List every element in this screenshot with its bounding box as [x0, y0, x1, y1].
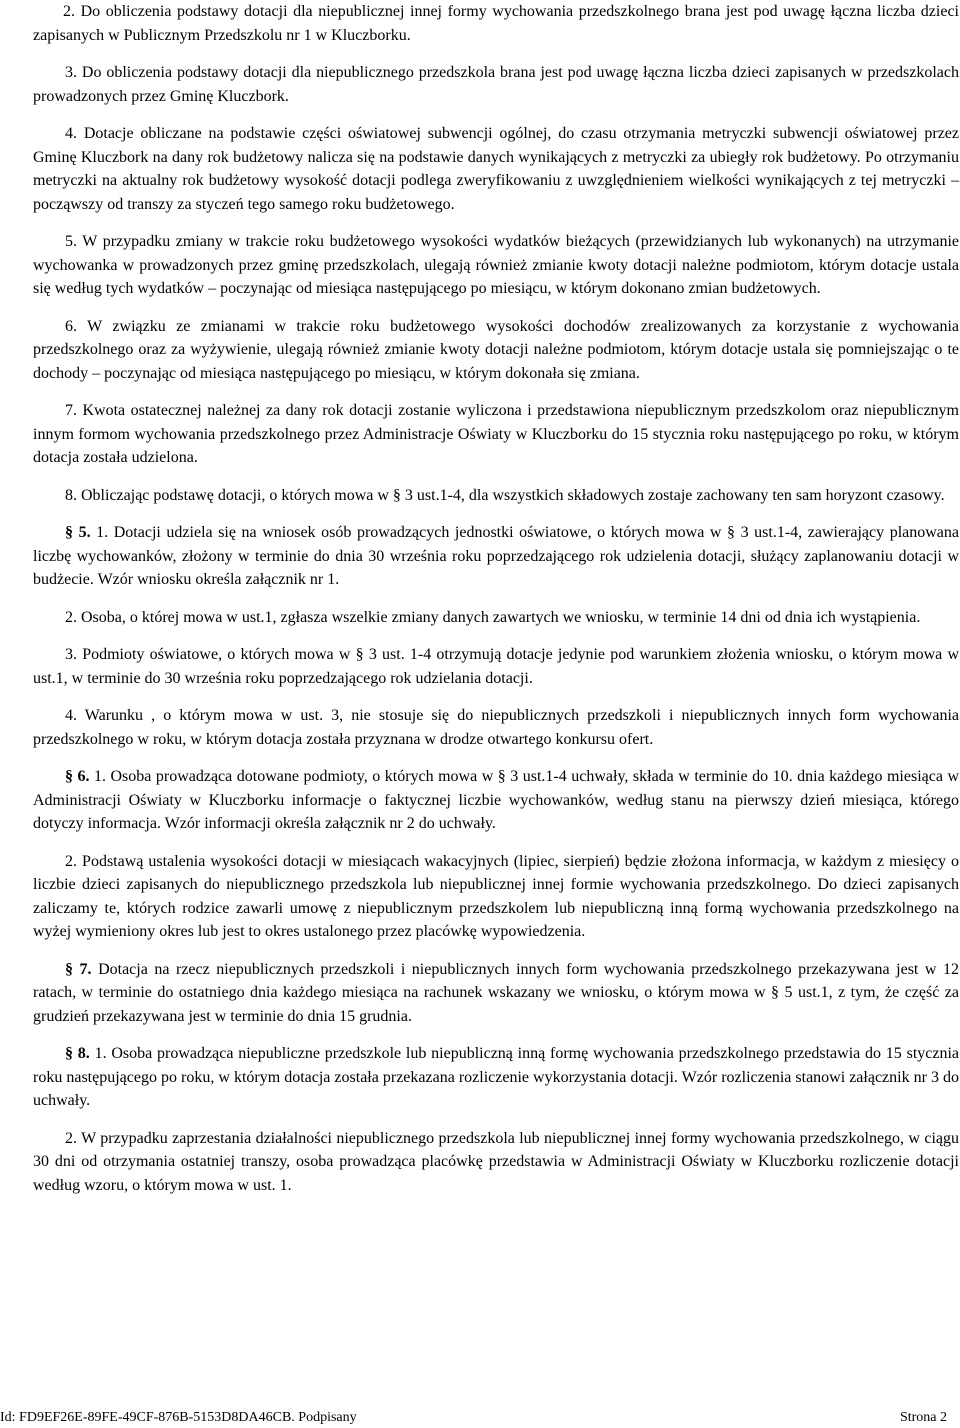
paragraph-3 — [33, 61, 959, 108]
section-5-paragraph-4 — [33, 704, 959, 751]
paragraph-8 — [33, 484, 959, 508]
section-8-paragraph-2 — [33, 1127, 959, 1198]
section-6-paragraph-1 — [33, 765, 959, 836]
paragraph-text: 2. Do obliczenia podstawy dotacji dla niepublicznej innej formy wychowania przedszkolnego brana jest pod uwagę łączna liczba dzieci zapisanych w Publicznym Przedszkolu nr 1 w Kluczborku. — [33, 3, 959, 44]
section-7-paragraph — [33, 958, 959, 1029]
page-number: Strona 2 — [899, 1410, 947, 1425]
section-heading: § 7. — [65, 960, 92, 978]
paragraph-text: 7. Kwota ostatecznej należnej za dany rok dotacji zostanie wyliczona i przedstawiona niepublicznym przedszkolom oraz niepublicznym innym formom wychowania przedszkolnego przez Administracje Oświaty w Kluczborku do 15 stycznia roku następującego po roku, w którym dotacja została udzielona. — [33, 402, 959, 466]
paragraph-text: 1. Osoba prowadząca dotowane podmioty, o których mowa w § 3 ust.1-4 uchwały, składa w terminie do 10. dnia każdego miesiąca w Administracji Oświaty w Kluczborku informacje o faktycznej liczbie wychowanków, według stanu na pierwszy dzień miesiąca, którego dotyczy informacja. Wzór informacji określa załącznik nr 2 do uchwały. — [33, 768, 959, 832]
paragraph-2 — [33, 0, 959, 47]
paragraph-text: 4. Warunku , o którym mowa w ust. 3, nie stosuje się do niepublicznych przedszkoli i niepublicznych innych form wychowania przedszkolnego w roku, w którym dotacja została przyznana w drodze otwartego konkursu ofert. — [33, 707, 959, 748]
paragraph-text: 6. W związku ze zmianami w trakcie roku budżetowego wysokości dochodów zrealizowanych za korzystanie z wychowania przedszkolnego oraz za wyżywienie, ulegają również zmianie kwoty dotacji należne podmiotom, którym dotacje ustala się pomniejszając o te dochody – poczynając od miesiąca następującego po miesiącu, w którym dokonała się zmiana. — [33, 317, 959, 382]
paragraph-text: 3. Do obliczenia podstawy dotacji dla niepublicznego przedszkola brana jest pod uwagę łączna liczba dzieci zapisanych w przedszkolach prowadzonych przez Gminę Kluczbork. — [33, 64, 959, 105]
paragraph-6 — [33, 315, 959, 386]
paragraph-text: 2. W przypadku zaprzestania działalności niepublicznego przedszkola lub niepublicznej innej formy wychowania przedszkolnego, w ciągu 30 dni od otrzymania ostatniej transzy, osoba prowadząca placówkę przedstawia w Administracji Oświaty w Kluczborku rozliczenie dotacji według wzoru, o którym mowa w ust. 1. — [33, 1129, 959, 1194]
paragraph-text: 2. Osoba, o której mowa w ust.1, zgłasza wszelkie zmiany danych zawartych we wniosku, w terminie 14 dni od dnia ich wystąpienia. — [65, 608, 921, 626]
paragraph-text: 2. Podstawą ustalenia wysokości dotacji w miesiącach wakacyjnych (lipiec, sierpień) będzie złożona informacja, w każdym z miesięcy o liczbie dzieci zapisanych do niepublicznego przedszkola lub niepublicznej innej formie wychowania przedszkolnego. Do dzieci zapisanych zaliczamy te, których rodzice zawarli umowę z niepublicznym przedszkolem lub niepubliczną inną formą wychowania przedszkolnego na wyżej wymieniony okres lub jest to okres ustalonego przez placówkę wypowiedzenia. — [33, 852, 959, 940]
paragraph-text: Dotacja na rzecz niepublicznych przedszkoli i niepublicznych innych form wychowania przedszkolnego przekazywana jest w 12 ratach, w terminie do ostatniego dnia każdego miesiąca na rachunek wskazany we wniosku, o którym mowa w § 5 ust.1, z tym, że część za grudzień przekazywana jest w terminie do dnia 15 grudnia. — [33, 960, 960, 1025]
section-5-paragraph-2 — [33, 606, 959, 630]
page-footer — [0, 1410, 947, 1426]
paragraph-text: 3. Podmioty oświatowe, o których mowa w § 3 ust. 1-4 otrzymują dotacje jedynie pod warunkiem złożenia wniosku, o którym mowa w ust.1, w terminie do 30 września roku poprzedzającego rok udzielania dotacji. — [33, 646, 959, 687]
paragraph-7 — [33, 399, 959, 470]
section-5-paragraph-3 — [33, 643, 959, 690]
paragraph-5 — [33, 230, 959, 301]
paragraph-text: 8. Obliczając podstawę dotacji, o których mowa w § 3 ust.1-4, dla wszystkich składowych zostaje zachowany ten sam horyzont czasowy. — [65, 486, 945, 504]
section-heading: § 8. — [65, 1045, 90, 1062]
paragraph-text: 1. Dotacji udziela się na wniosek osób prowadzących jednostki oświatowe, o których mowa w § 3 ust.1-4, zawierający planowana liczbę wychowanków, złożony w terminie do dnia 30 września roku poprzedzającego rok udzielenia dotacji, służący zaplanowaniu dotacji w budżecie. Wzór wniosku określa załącznik nr 1. — [33, 524, 960, 588]
document-id-signature: Id: FD9EF26E-89FE-49CF-876B-5153D8DA46CB. Podpisany — [0, 1410, 357, 1425]
paragraph-4 — [33, 122, 959, 216]
section-5-paragraph-1 — [33, 521, 959, 592]
paragraph-text: 1. Osoba prowadząca niepubliczne przedszkole lub niepubliczną inną formę wychowania przedszkolnego przedstawia do 15 stycznia roku następującego po roku, w którym dotacja została przekazana rozliczenie wykorzystania dotacji. Wzór rozliczenia stanowi załącznik nr 3 do uchwały. — [33, 1045, 960, 1109]
section-8-paragraph-1 — [33, 1042, 959, 1113]
paragraph-text: 4. Dotacje obliczane na podstawie części oświatowej subwencji ogólnej, do czasu otrzymania metryczki subwencji oświatowej przez Gminę Kluczbork na dany rok budżetowy nalicza się na podstawie danych wynikających z metryczki za ubiegły rok budżetowy. Po otrzymaniu metryczki na aktualny rok budżetowy wysokość dotacji podlega zweryfikowaniu z uwzględnieniem wielkości wynikających z tej metryczki – począwszy od transzy za styczeń tego samego roku budżetowego. — [33, 125, 959, 213]
paragraph-text: 5. W przypadku zmiany w trakcie roku budżetowego wysokości wydatków bieżących (przewidzianych lub wykonanych) na utrzymanie wychowanka w prowadzonych przez gminę przedszkolach, ulegają również zmianie kwoty dotacji należne podmiotom, którym dotacje ustala się według tych wydatków – poczynając od miesiąca następującego po miesiącu, w którym dokonano zmian budżetowych. — [33, 233, 959, 297]
section-heading: § 5. — [65, 524, 91, 541]
document-page — [33, 0, 959, 1211]
section-heading: § 6. — [65, 768, 90, 785]
section-6-paragraph-2 — [33, 850, 959, 944]
